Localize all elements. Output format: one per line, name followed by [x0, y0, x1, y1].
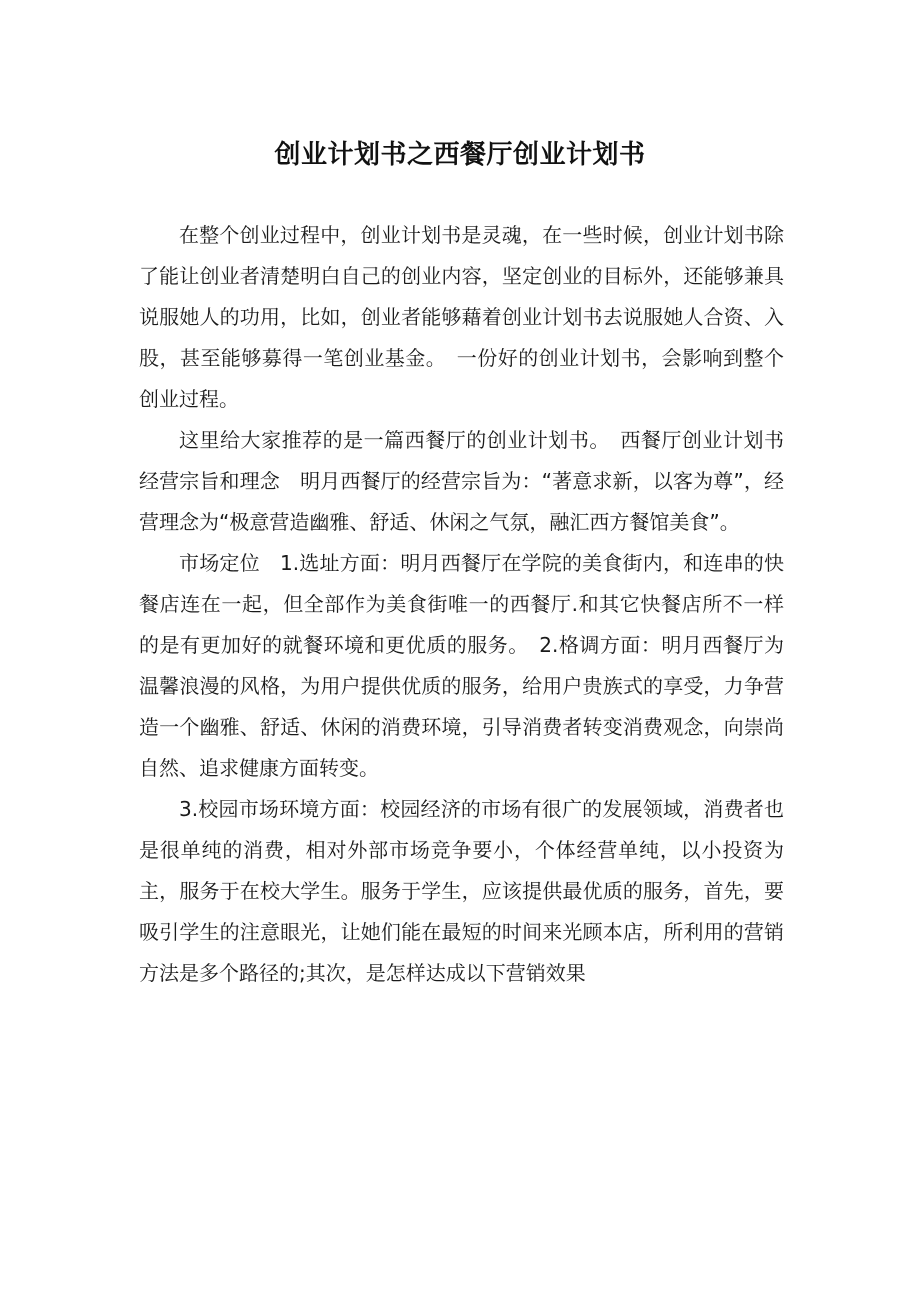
paragraph-intro: 在整个创业过程中，创业计划书是灵魂，在一些时候，创业计划书除了能让创业者清楚明白自己的创业内容，坚定创业的目标外，还能够兼具说服她人的功用，比如，创业者能够藉着创业计划书去说服她人合资、入股，甚至能够募得一笔创业基金。 一份好的创业计划书，会影响到整个创业过程。 — [139, 223, 784, 411]
document-title: 创业计划书之西餐厅创业计划书 — [274, 140, 646, 171]
paragraph-market-positioning: 市场定位 1.选址方面：明月西餐厅在学院的美食街内，和连串的快餐店连在一起，但全部作为美食街唯一的西餐厅.和其它快餐店所不一样的是有更加好的就餐环境和更优质的服务。 2.格调方面：明月西餐厅为温馨浪漫的风格，为用户提供优质的服务，给用户贵族式的享受，力争营造一个幽雅、舒适、休闲的消费环境，引导消费者转变消费观念，向崇尚自然、追求健康方面转变。 — [139, 551, 784, 780]
paragraph-campus-market: 3.校园市场环境方面：校园经济的市场有很广的发展领域，消费者也是很单纯的消费，相对外部市场竞争要小，个体经营单纯，以小投资为主，服务于在校大学生。服务于学生，应该提供最优质的服务，首先，要吸引学生的注意眼光，让她们能在最短的时间来光顾本店，所利用的营销方法是多个路径的;其次，是怎样达成以下营销效果 — [139, 797, 784, 985]
document-body — [139, 215, 804, 994]
paragraph-philosophy: 这里给大家推荐的是一篇西餐厅的创业计划书。 西餐厅创业计划书 经营宗旨和理念 明月西餐厅的经营宗旨为：“著意求新，以客为尊”，经营理念为“极意营造幽雅、舒适、休闲之气氛，融汇西方餐馆美食”。 — [139, 428, 804, 534]
